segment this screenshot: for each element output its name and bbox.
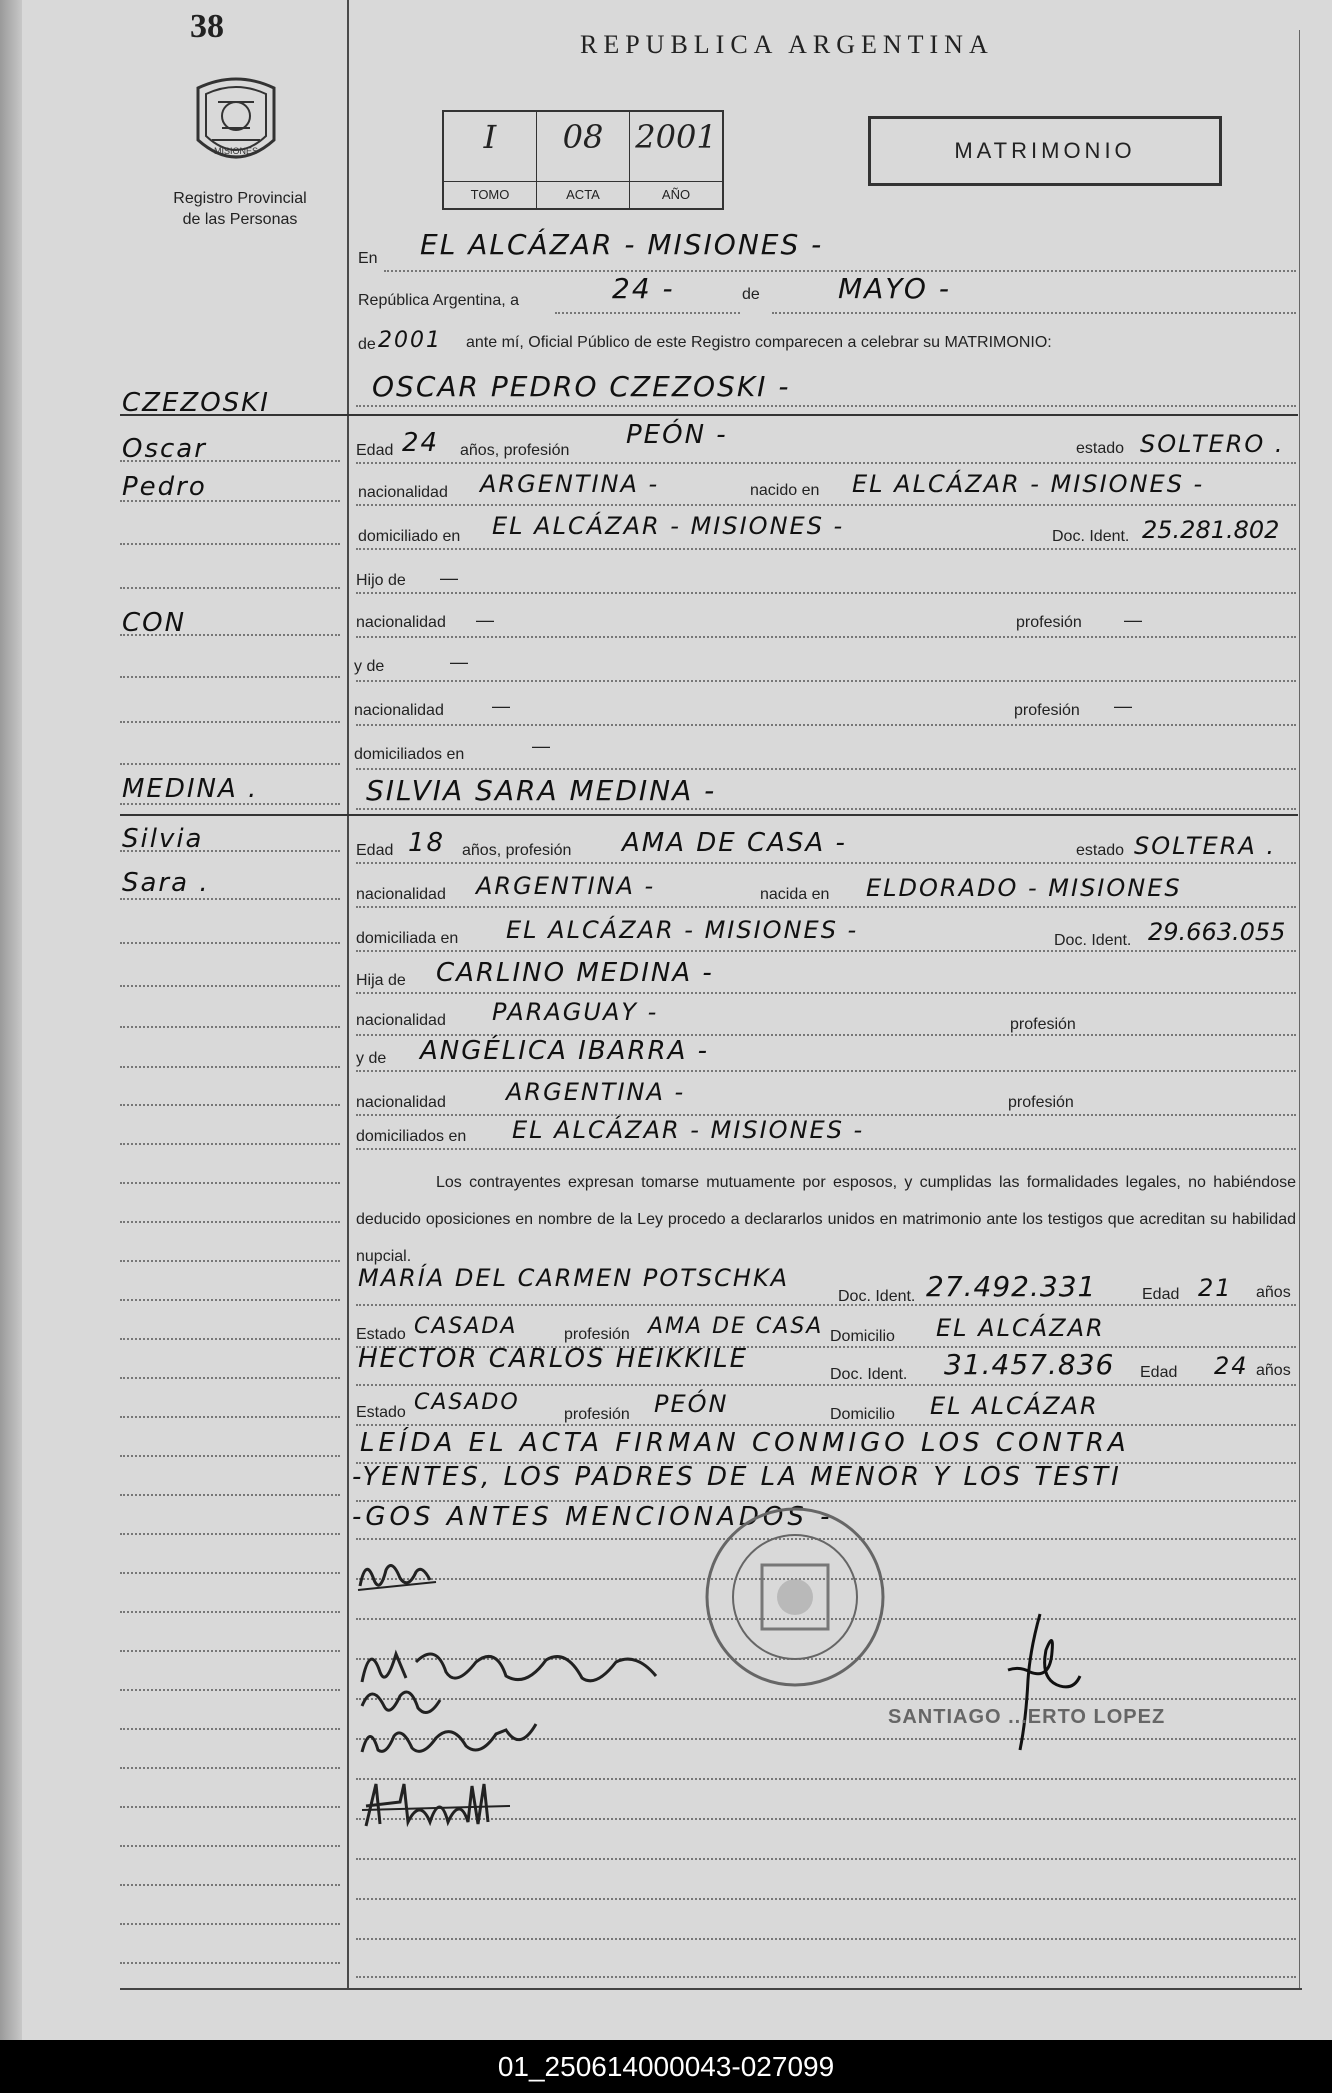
witness2-doc: 31.457.836 — [944, 1348, 1115, 1381]
bride-age: 18 — [408, 828, 446, 858]
groom-birthplace: EL ALCÁZAR - MISIONES - — [852, 470, 1205, 498]
margin-divider — [347, 0, 349, 1990]
bride-domicile: EL ALCÁZAR - MISIONES - — [506, 916, 859, 944]
bride-nac-label: nacionalidad — [356, 886, 446, 903]
groom-age: 24 — [402, 428, 440, 458]
witness1-edad-label: Edad — [1142, 1286, 1180, 1303]
witness1-age: 21 — [1198, 1274, 1233, 1302]
bride-parents-dom-label: domiciliados en — [356, 1128, 467, 1145]
country-title: REPUBLICA ARGENTINA — [580, 30, 994, 59]
place-value: EL ALCÁZAR - MISIONES - — [420, 228, 824, 261]
groom-nac-label: nacionalidad — [358, 484, 448, 501]
bride-nacida-label: nacida en — [760, 886, 830, 903]
witness2-anios-label: años — [1256, 1362, 1291, 1379]
intro-text: ante mí, Oficial Público de este Registro comparecen a celebrar su MATRIMONIO: — [466, 334, 1052, 351]
signature-testigo-3 — [360, 1778, 520, 1838]
bride-mother: ANGÉLICA IBARRA - — [420, 1036, 710, 1066]
margin-groom-surname: CZEZOSKI — [122, 388, 270, 418]
groom-estado: SOLTERO . — [1140, 430, 1285, 458]
bride-estado-label: estado — [1076, 842, 1125, 859]
groom-estado-label: estado — [1076, 440, 1125, 457]
bride-mother-prof-label: profesión — [1008, 1094, 1074, 1111]
bride-father-nat: PARAGUAY - — [492, 998, 659, 1026]
groom-domicile: EL ALCÁZAR - MISIONES - — [492, 512, 845, 540]
official-stamp — [698, 1505, 892, 1689]
page-number: 38 — [190, 8, 224, 45]
groom-mother: — — [450, 652, 468, 672]
groom-mother-nat-label: nacionalidad — [354, 702, 444, 719]
bride-father-prof-label: profesión — [1010, 1016, 1076, 1033]
groom-full-name: OSCAR PEDRO CZEZOSKI - — [372, 370, 791, 403]
record-type-box: MATRIMONIO — [868, 116, 1222, 186]
groom-mother-nat: — — [492, 696, 510, 716]
groom-mother-prof-label: profesión — [1014, 702, 1080, 719]
bride-doc: 29.663.055 — [1148, 918, 1286, 946]
bride-mother-nat: ARGENTINA - — [506, 1078, 686, 1106]
day-value: 24 - — [612, 272, 675, 305]
anio-cell — [630, 112, 722, 208]
registry-name — [150, 188, 330, 230]
anio-label: AÑO — [630, 181, 722, 208]
closing-line-1: LEÍDA EL ACTA FIRMAN CONMIGO LOS CONTRA — [360, 1428, 1130, 1458]
groom-doc-label: Doc. Ident. — [1052, 528, 1130, 545]
acta-cell — [537, 112, 630, 208]
groom-anios-prof-label: años, profesión — [460, 442, 570, 459]
witness1-prof-label: profesión — [564, 1326, 630, 1343]
groom-dom-label: domiciliado en — [358, 528, 461, 545]
bride-father: CARLINO MEDINA - — [436, 958, 714, 988]
witness2-age: 24 — [1214, 1352, 1249, 1380]
acta-label: ACTA — [537, 181, 629, 208]
witness2-estado: CASADO — [414, 1390, 520, 1415]
republica-label: República Argentina, a — [358, 292, 519, 309]
closing-line-2: -YENTES, LOS PADRES DE LA MENOR Y LOS TESTI — [352, 1462, 1122, 1492]
bride-doc-label: Doc. Ident. — [1054, 932, 1132, 949]
groom-parents-dom-label: domiciliados en — [354, 746, 465, 763]
signature-official — [1000, 1610, 1090, 1760]
witness1-dom-label: Domicilio — [830, 1328, 895, 1345]
groom-yde-label: y de — [354, 658, 385, 675]
bottom-border — [120, 1988, 1302, 1990]
witness1-doc-label: Doc. Ident. — [838, 1288, 916, 1305]
signature-testigo-2 — [356, 1712, 576, 1762]
bride-hija-label: Hija de — [356, 972, 406, 989]
witness2-profession: PEÓN — [654, 1390, 729, 1418]
witness2-doc-label: Doc. Ident. — [830, 1366, 908, 1383]
bride-edad-label: Edad — [356, 842, 394, 859]
bride-father-nat-label: nacionalidad — [356, 1012, 446, 1029]
registry-line-1: Registro Provincial — [173, 190, 307, 207]
groom-parents-dom: — — [532, 736, 550, 756]
groom-nationality: ARGENTINA - — [480, 470, 660, 498]
tomo-cell — [444, 112, 537, 208]
groom-doc: 25.281.802 — [1142, 516, 1280, 544]
record-id-box — [442, 110, 724, 210]
witness1-profession: AMA DE CASA — [648, 1314, 824, 1339]
witness1-name: MARÍA DEL CARMEN POTSCHKA — [358, 1264, 790, 1292]
groom-father-prof-label: profesión — [1016, 614, 1082, 631]
tomo-label: TOMO — [444, 181, 536, 208]
signature-contrayente — [356, 1550, 456, 1600]
margin-bride-name-1: Silvia — [122, 824, 204, 854]
margin-groom-name-2: Pedro — [122, 472, 207, 502]
en-label: En — [358, 250, 378, 267]
anio-value: 2001 — [635, 118, 717, 156]
month-value: MAYO - — [838, 272, 951, 305]
year-value: 2001 — [378, 328, 442, 353]
de-label: de — [742, 286, 760, 303]
de-year-label: de — [358, 336, 376, 353]
groom-father: — — [440, 568, 458, 588]
bride-parents-dom: EL ALCÁZAR - MISIONES - — [512, 1116, 865, 1144]
groom-mother-prof: — — [1114, 696, 1132, 716]
witness1-estado-label: Estado — [356, 1326, 406, 1343]
bride-full-name: SILVIA SARA MEDINA - — [366, 774, 717, 807]
witness2-estado-label: Estado — [356, 1404, 406, 1421]
bride-birthplace: ELDORADO - MISIONES — [866, 874, 1182, 902]
declaration-text: Los contrayentes expresan tomarse mutuamente por esposos, y cumplidas las formalidades legales, no habiéndose deducido oposiciones en nombre de la Ley procedo a declararlos unidos en matrimonio ante los testigos que acreditan su habilidad nupcial. — [356, 1174, 1296, 1265]
right-border — [1299, 30, 1300, 1990]
province-seal-icon — [192, 70, 280, 174]
groom-edad-label: Edad — [356, 442, 394, 459]
bride-yde-label: y de — [356, 1050, 387, 1067]
witness1-doc: 27.492.331 — [926, 1270, 1097, 1303]
bride-nationality: ARGENTINA - — [476, 872, 656, 900]
bride-estado: SOLTERA . — [1134, 832, 1277, 860]
page-edge — [0, 0, 22, 2040]
margin-con: CON — [122, 608, 187, 638]
witness2-prof-label: profesión — [564, 1406, 630, 1423]
witness1-estado: CASADA — [414, 1314, 518, 1339]
margin-groom-name-1: Oscar — [122, 434, 207, 464]
acta-value: 08 — [562, 118, 604, 156]
tomo-value: I — [483, 118, 497, 156]
margin-bride-name-2: Sara . — [122, 868, 210, 898]
bride-dom-label: domiciliada en — [356, 930, 459, 947]
groom-father-nat: — — [476, 610, 494, 630]
witness1-anios-label: años — [1256, 1284, 1291, 1301]
groom-father-nat-label: nacionalidad — [356, 614, 446, 631]
registry-line-2: de las Personas — [182, 211, 298, 228]
groom-hijo-label: Hijo de — [356, 572, 406, 589]
seal-lettering: MISIONES — [213, 146, 259, 156]
witness1-domicile: EL ALCÁZAR — [936, 1314, 1105, 1342]
bride-profession: AMA DE CASA - — [622, 828, 847, 858]
witness2-edad-label: Edad — [1140, 1364, 1178, 1381]
bride-anios-prof-label: años, profesión — [462, 842, 572, 859]
groom-profession: PEÓN - — [626, 420, 728, 450]
closing-line-3: -GOS ANTES MENCIONADOS - — [352, 1502, 834, 1532]
bride-mother-nat-label: nacionalidad — [356, 1094, 446, 1111]
groom-father-prof: — — [1124, 610, 1142, 630]
image-identifier: 01_250614000043-027099 — [497, 2051, 835, 2082]
officer-name-stamp: SANTIAGO ...ERTO LOPEZ — [888, 1706, 1166, 1728]
groom-nacido-label: nacido en — [750, 482, 820, 499]
witness2-dom-label: Domicilio — [830, 1406, 895, 1423]
witness2-name: HECTOR CARLOS HEIKKILE — [358, 1344, 749, 1374]
margin-bride-surname: MEDINA . — [122, 774, 259, 804]
witness2-domicile: EL ALCÁZAR — [930, 1392, 1099, 1420]
